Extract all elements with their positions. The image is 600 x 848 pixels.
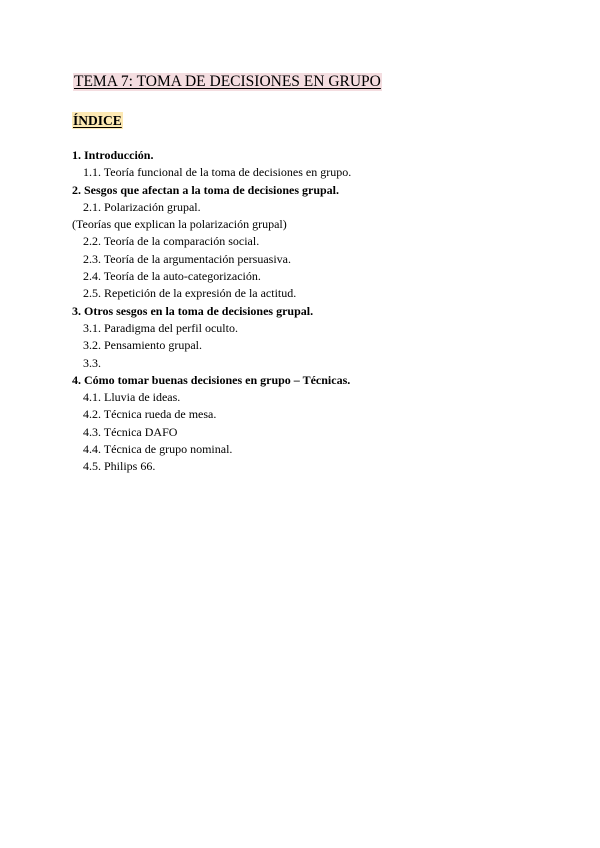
toc-item-4-3: 4.3. Técnica DAFO — [83, 424, 178, 439]
toc-item-4-2: 4.2. Técnica rueda de mesa. — [83, 407, 217, 422]
toc-item-4-4: 4.4. Técnica de grupo nominal. — [83, 442, 233, 457]
toc-item-3-3: 3.3. — [83, 355, 101, 370]
toc-section-2: 2. Sesgos que afectan a la toma de decisiones grupal. — [72, 182, 339, 197]
document-title: TEMA 7: TOMA DE DECISIONES EN GRUPO — [74, 73, 381, 90]
toc-item-2-1: 2.1. Polarización grupal. — [83, 199, 201, 214]
toc-section-1: 1. Introducción. — [72, 148, 154, 162]
index-heading: ÍNDICE — [73, 113, 122, 128]
toc-section-4: 4. Cómo tomar buenas decisiones en grupo – Técnicas. — [72, 372, 351, 387]
toc-item-2-3: 2.3. Teoría de la argumentación persuasiva. — [83, 251, 291, 266]
table-of-contents — [72, 147, 351, 476]
toc-item-4-5: 4.5. Philips 66. — [83, 459, 156, 474]
toc-note: (Teorías que explican la polarización grupal) — [72, 217, 287, 232]
toc-item-2-2: 2.2. Teoría de la comparación social. — [83, 234, 260, 249]
toc-item-2-4: 2.4. Teoría de la auto-categorización. — [83, 269, 261, 284]
toc-item-2-5: 2.5. Repetición de la expresión de la actitud. — [83, 286, 297, 301]
toc-item-3-2: 3.2. Pensamiento grupal. — [83, 338, 202, 353]
toc-item-4-1: 4.1. Lluvia de ideas. — [83, 390, 181, 405]
toc-section-3: 3. Otros sesgos en la toma de decisiones grupal. — [72, 303, 314, 318]
toc-item-3-1: 3.1. Paradigma del perfil oculto. — [83, 320, 238, 335]
toc-item-1-1: 1.1. Teoría funcional de la toma de decisiones en grupo. — [83, 165, 352, 180]
